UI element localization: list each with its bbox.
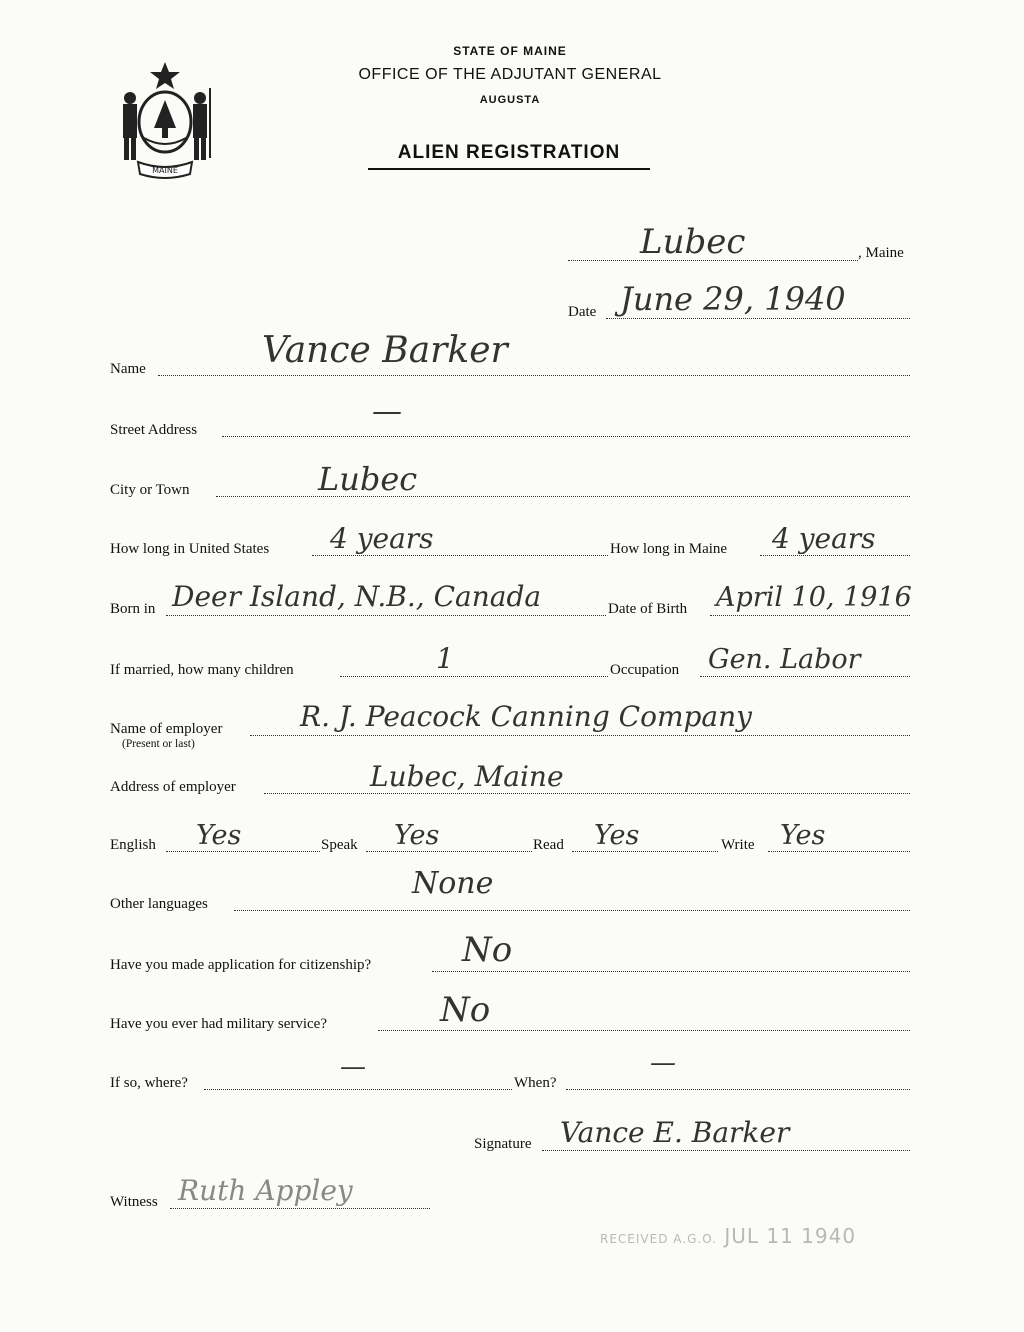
speak-label: Speak [321, 837, 358, 853]
read-line [572, 851, 718, 852]
witness-label: Witness [110, 1194, 158, 1210]
other-languages-label: Other languages [110, 896, 208, 912]
street-address-label: Street Address [110, 422, 198, 438]
received-stamp-date: JUL 11 1940 [724, 1224, 857, 1248]
write-label: Write [721, 837, 755, 853]
location-value: Lubec [640, 222, 746, 262]
title-underline [368, 168, 650, 170]
occupation-value: Gen. Labor [708, 644, 861, 675]
date-label: Date [568, 304, 597, 320]
other-languages-value: None [412, 866, 494, 901]
date-line [606, 318, 910, 319]
form-title: ALIEN REGISTRATION [397, 142, 621, 163]
employer-line [250, 735, 910, 736]
received-stamp [600, 1224, 856, 1248]
write-value: Yes [780, 820, 826, 851]
born-in-label: Born in [110, 601, 156, 617]
when-value: — [650, 1048, 676, 1078]
read-value: Yes [594, 820, 640, 851]
speak-line [366, 851, 532, 852]
read-label: Read [533, 837, 564, 853]
occupation-label: Occupation [610, 662, 680, 678]
witness-value: Ruth Appley [178, 1174, 353, 1207]
employer-sublabel: (Present or last) [122, 738, 195, 750]
english-line [166, 851, 320, 852]
received-stamp-prefix: RECEIVED A.G.O. [600, 1232, 717, 1246]
employer-label: Name of employer [110, 721, 223, 737]
signature-line [542, 1150, 910, 1151]
date-of-birth-line [710, 615, 910, 616]
write-line [768, 851, 910, 852]
where-line [204, 1089, 512, 1090]
employer-address-value: Lubec, Maine [370, 760, 564, 793]
witness-line [170, 1208, 430, 1209]
children-value: 1 [436, 642, 454, 675]
when-line [566, 1089, 910, 1090]
english-value: Yes [196, 820, 242, 851]
occupation-line [700, 676, 910, 677]
street-address-line [222, 436, 910, 437]
military-line [378, 1030, 910, 1031]
name-label: Name [110, 361, 146, 377]
header-city: AUGUSTA [479, 94, 541, 106]
date-value: June 29, 1940 [620, 280, 846, 318]
how-long-us-value: 4 years [330, 522, 434, 555]
how-long-us-line [312, 555, 608, 556]
employer-address-line [264, 793, 910, 794]
how-long-maine-line [760, 555, 910, 556]
employer-address-label: Address of employer [110, 779, 236, 795]
born-in-value: Deer Island, N.B., Canada [172, 580, 542, 613]
city-value: Lubec [318, 460, 418, 498]
header-state: STATE OF MAINE [453, 44, 567, 58]
where-label: If so, where? [110, 1075, 188, 1091]
seal-banner-text: MAINE [152, 166, 178, 175]
when-label: When? [514, 1075, 557, 1091]
header-office: OFFICE OF THE ADJUTANT GENERAL [358, 66, 662, 83]
name-line [158, 375, 910, 376]
children-label: If married, how many children [110, 662, 294, 678]
how-long-maine-label: How long in Maine [610, 541, 728, 557]
how-long-us-label: How long in United States [110, 541, 270, 557]
english-label: English [110, 837, 156, 853]
city-label: City or Town [110, 482, 190, 498]
name-value: Vance Barker [262, 330, 508, 371]
military-value: No [440, 990, 491, 1030]
other-languages-line [234, 910, 910, 911]
location-suffix: , Maine [858, 245, 904, 261]
date-of-birth-value: April 10, 1916 [716, 582, 912, 613]
street-address-value: — [372, 394, 402, 429]
citizenship-line [432, 971, 910, 972]
children-line [340, 676, 608, 677]
military-label: Have you ever had military service? [110, 1016, 327, 1032]
citizenship-label: Have you made application for citizenship? [110, 957, 372, 973]
signature-label: Signature [474, 1136, 532, 1152]
born-in-line [166, 615, 606, 616]
citizenship-value: No [462, 930, 513, 970]
signature-value: Vance E. Barker [560, 1116, 790, 1149]
where-value: — [340, 1052, 366, 1082]
how-long-maine-value: 4 years [772, 522, 876, 555]
date-of-birth-label: Date of Birth [608, 601, 688, 617]
maine-state-seal-icon [110, 58, 220, 180]
employer-value: R. J. Peacock Canning Company [300, 700, 752, 733]
speak-value: Yes [394, 820, 440, 851]
